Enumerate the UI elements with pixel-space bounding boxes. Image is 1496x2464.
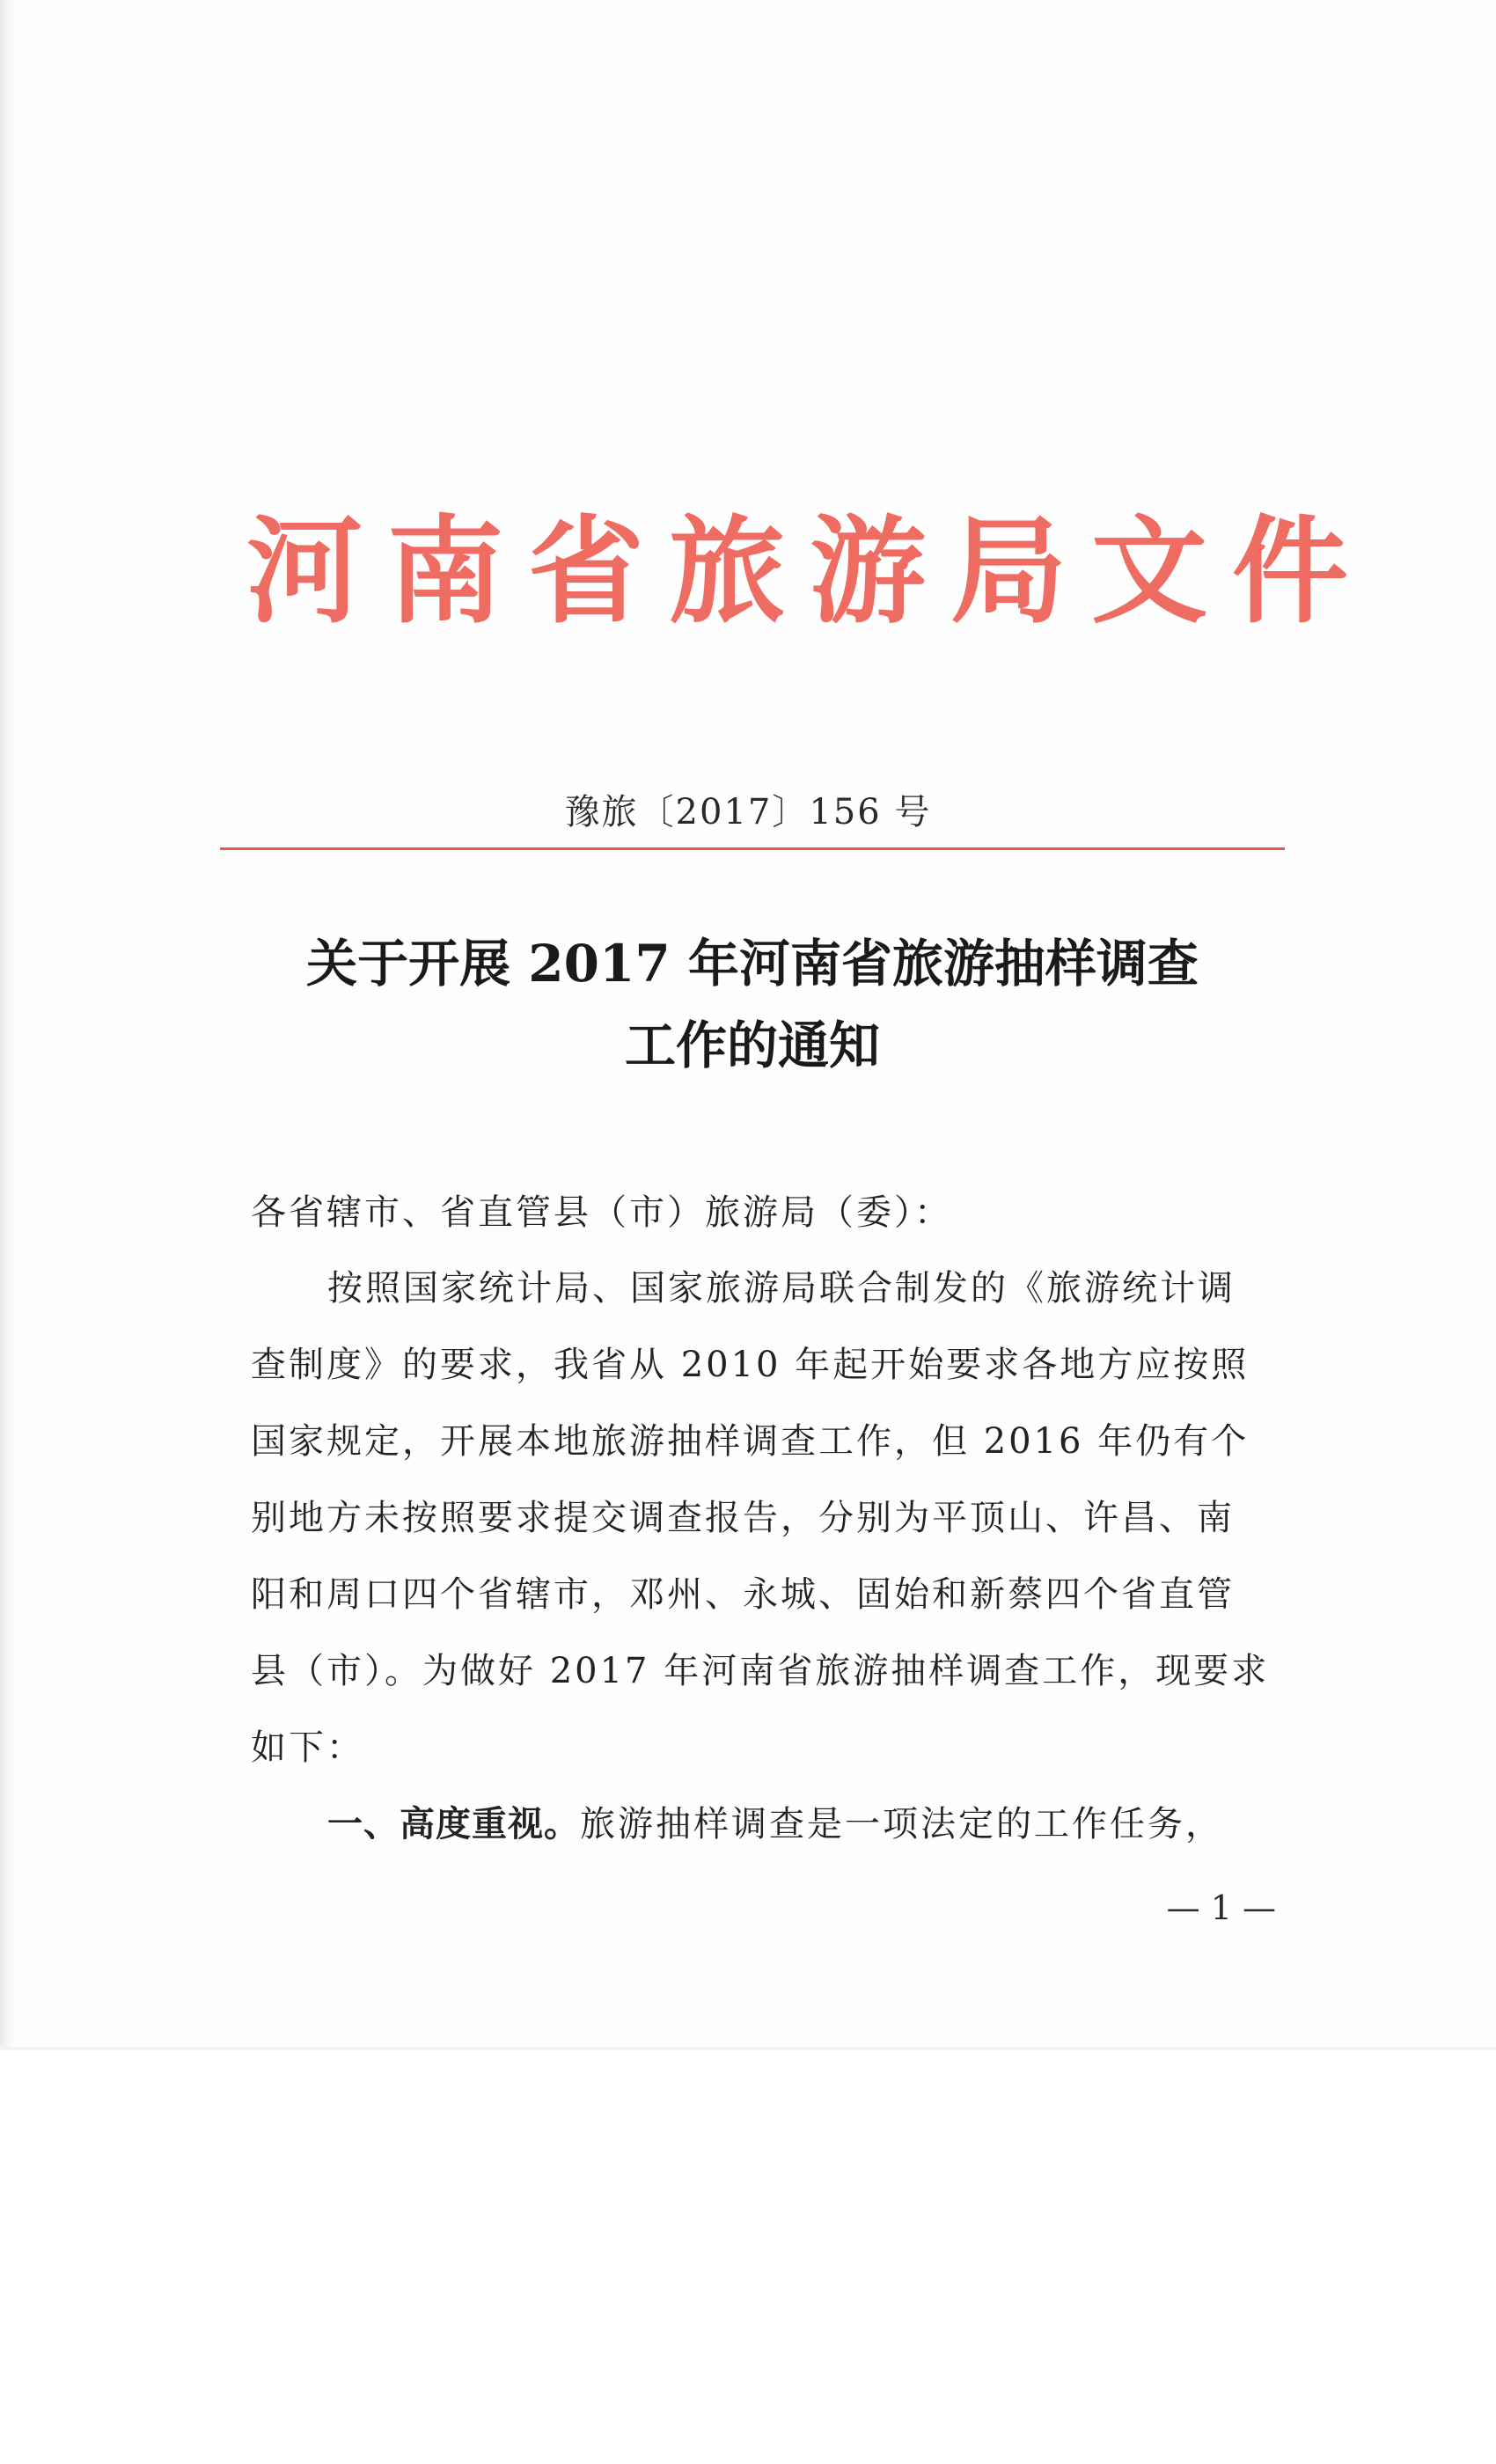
page-number: — 1 — (1166, 1888, 1276, 1927)
document-number: 豫旅〔2017〕156 号 (564, 792, 932, 832)
scan-edge-left (0, 0, 19, 2050)
salutation: 各省辖市、省直管县（市）旅游局（委）： (251, 1192, 952, 1233)
section-1-line (327, 1798, 1348, 1851)
paragraph-line: 别地方未按照要求提交调查报告，分别为平顶山、许昌、南 (251, 1498, 1235, 1538)
paragraph-line: 查制度》的要求，我省从 2010 年起开始要求各地方应按照 (251, 1345, 1250, 1385)
paragraph-line: 如下： (251, 1727, 364, 1768)
paragraph-line: 按照国家统计局、国家旅游局联合制发的《旅游统计调 (327, 1268, 1236, 1309)
red-divider-line (220, 847, 1285, 850)
section-1-text: 旅游抽样调查是一项法定的工作任务， (580, 1804, 1223, 1844)
paragraph-line: 阳和周口四个省辖市，邓州、永城、固始和新蔡四个省直管 (251, 1574, 1235, 1615)
paragraph-line: 县（市）。为做好 2017 年河南省旅游抽样调查工作，现要求 (251, 1651, 1270, 1691)
scan-edge-bottom (0, 2047, 1496, 2050)
document-title-line-1: 关于开展 2017 年河南省旅游抽样调查 (306, 934, 1199, 994)
section-1-heading: 一、高度重视。 (327, 1804, 580, 1844)
paragraph-line: 国家规定，开展本地旅游抽样调查工作，但 2016 年仍有个 (251, 1421, 1250, 1462)
document-title-line-2: 工作的通知 (624, 1016, 880, 1075)
document-masthead: 河南省旅游局文件 (246, 503, 1373, 640)
